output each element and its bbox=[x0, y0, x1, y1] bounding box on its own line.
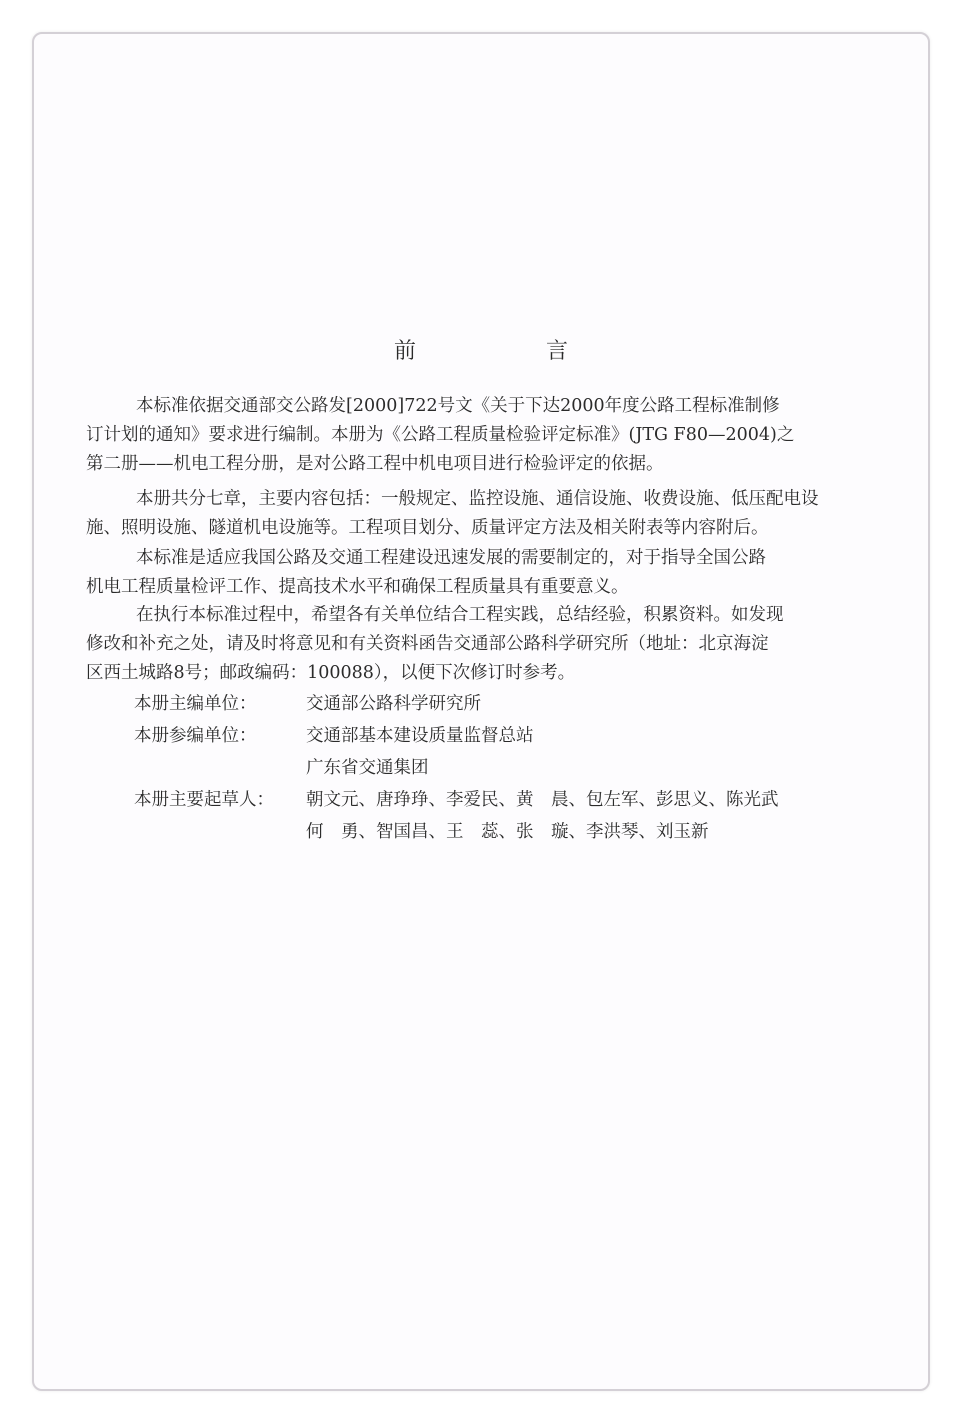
paragraph-line: 修改和补充之处，请及时将意见和有关资料函告交通部公路科学研究所（地址：北京海淀 bbox=[86, 634, 769, 654]
paragraph-line: 本标准依据交通部交公路发[2000]722号文《关于下达2000年度公路工程标准制修 bbox=[136, 396, 780, 416]
credit-spacer bbox=[134, 754, 306, 786]
paragraph-feedback bbox=[86, 601, 846, 688]
credit-row-chief bbox=[134, 690, 779, 722]
paragraph-significance bbox=[86, 544, 846, 602]
drafters-names: 朝文元、唐琤琤、李爱民、黄 晨、包左军、彭思义、陈光武 bbox=[306, 790, 779, 810]
credit-row-drafters bbox=[134, 786, 779, 818]
credit-spacer bbox=[134, 818, 306, 850]
participating-unit: 广东省交通集团 bbox=[306, 758, 429, 778]
paragraph-line: 本标准是适应我国公路及交通工程建设迅速发展的需要制定的，对于指导全国公路 bbox=[136, 548, 766, 568]
paragraph-line: 订计划的通知》要求进行编制。本册为《公路工程质量检验评定标准》(JTG F80—2004)之 bbox=[86, 425, 795, 445]
document-page bbox=[32, 32, 930, 1391]
page-title: 前 言 bbox=[393, 339, 622, 364]
drafters-label: 本册主要起草人： bbox=[134, 790, 274, 810]
drafters-names: 何 勇、智国昌、王 蕊、张 璇、李洪琴、刘玉新 bbox=[306, 822, 709, 842]
paragraph-basis bbox=[86, 392, 846, 479]
credit-row-participating bbox=[134, 722, 779, 754]
chief-unit: 交通部公路科学研究所 bbox=[306, 694, 481, 714]
participating-unit: 交通部基本建设质量监督总站 bbox=[306, 726, 534, 746]
paragraph-line: 机电工程质量检评工作、提高技术水平和确保工程质量具有重要意义。 bbox=[86, 577, 629, 597]
paragraph-line: 在执行本标准过程中，希望各有关单位结合工程实践，总结经验，积累资料。如发现 bbox=[136, 605, 784, 625]
credit-row-drafters-2 bbox=[134, 818, 779, 850]
paragraph-line: 区西土城路8号；邮政编码：100088），以便下次修订时参考。 bbox=[86, 663, 576, 683]
credits-block bbox=[134, 690, 779, 850]
chief-unit-label: 本册主编单位： bbox=[134, 694, 257, 714]
credit-row-participating-2 bbox=[134, 754, 779, 786]
paragraph-line: 本册共分七章，主要内容包括：一般规定、监控设施、通信设施、收费设施、低压配电设 bbox=[136, 489, 819, 509]
participating-unit-label: 本册参编单位： bbox=[134, 726, 257, 746]
paragraph-line: 施、照明设施、隧道机电设施等。工程项目划分、质量评定方法及相关附表等内容附后。 bbox=[86, 518, 769, 538]
paragraph-contents bbox=[86, 485, 846, 543]
paragraph-line: 第二册——机电工程分册，是对公路工程中机电项目进行检验评定的依据。 bbox=[86, 454, 664, 474]
